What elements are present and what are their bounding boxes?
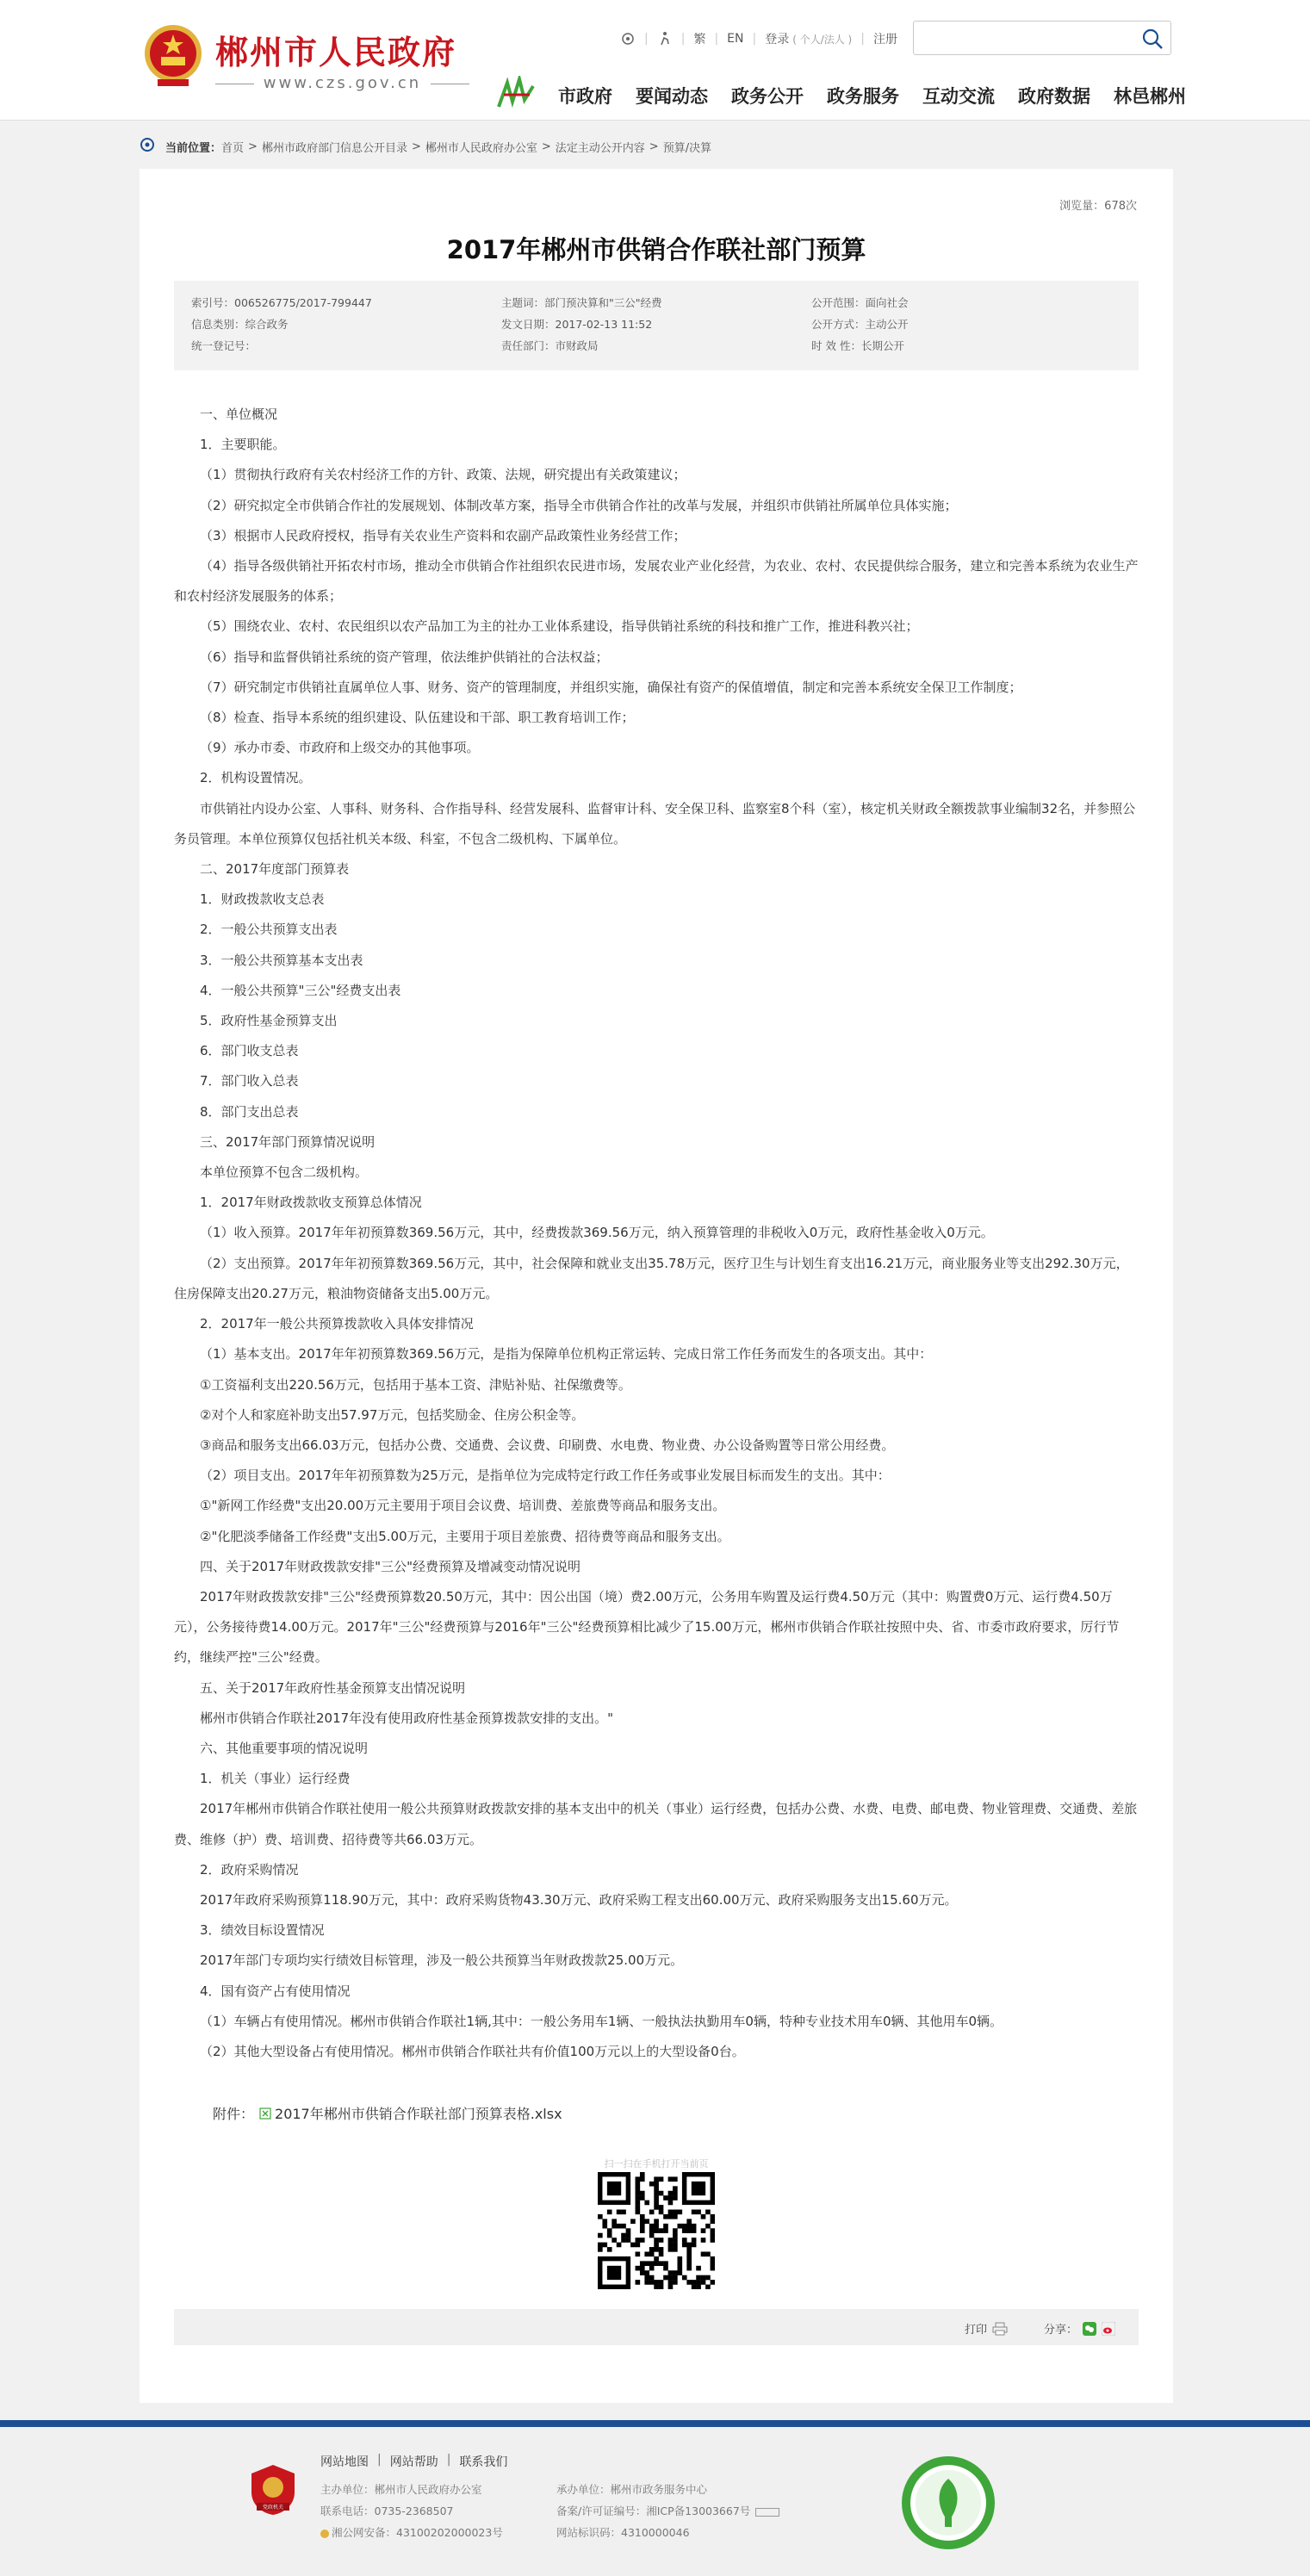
breadcrumb-label: 当前位置： bbox=[165, 141, 222, 155]
meta-index-no: 索引号：006526775/2017-799447 bbox=[191, 296, 372, 309]
footer-operator: 承办单位：郴州市政务服务中心 bbox=[556, 2483, 708, 2496]
print-button[interactable] bbox=[965, 2320, 1008, 2337]
search-icon[interactable] bbox=[1141, 28, 1164, 50]
footer-info-left bbox=[320, 2479, 503, 2543]
wechat-share-icon[interactable] bbox=[1083, 2322, 1096, 2336]
article-toolbar bbox=[174, 2309, 1139, 2345]
footer-link-contact[interactable]: 联系我们 bbox=[459, 2455, 508, 2469]
article-paragraph: 1．机关（事业）运行经费 bbox=[200, 1771, 351, 1787]
article-paragraph: 1．2017年财政拨款收支预算总体情况 bbox=[200, 1195, 422, 1211]
article-paragraph: （1）贯彻执行政府有关农村经济工作的方针、政策、法规，研究提出有关政策建议； bbox=[200, 467, 686, 483]
register-link[interactable]: 注册 bbox=[872, 33, 897, 47]
article-paragraph: 8．部门支出总表 bbox=[200, 1103, 299, 1120]
article-paragraph: 一、单位概况 bbox=[200, 407, 278, 422]
article-paragraph: （2）项目支出。2017年年初预算数为25万元，是指单位为完成特定行政工作任务或事业发展目标而发生的支出。其中： bbox=[200, 1468, 891, 1484]
search-input[interactable] bbox=[922, 27, 1129, 49]
share-label: 分享： bbox=[1044, 2324, 1078, 2337]
page-title: 2017年郴州市供销合作联社部门预算 bbox=[446, 235, 866, 264]
article-paragraph: 4．一般公共预算"三公"经费支出表 bbox=[200, 982, 401, 998]
article-paragraph: 本单位预算不包含二级机构。 bbox=[200, 1164, 369, 1181]
article-paragraph: 2017年财政拨款安排"三公"经费预算数20.50万元，其中：因公出国（境）费2.00万元，公务用车购置及运行费4.50万元（其中：购置费0万元、运行费4.50万元），公务接待费14.00万元。2017年"三公"经费预算与2016年"三公"经费预算相比减少了15.00万元，郴州市供销合作联社按照中央、省、市委市政府要求，厉行节约，继续严控"三公"经费。 bbox=[174, 1588, 1120, 1666]
footer-site-code: 网站标识码：4310000046 bbox=[556, 2526, 690, 2539]
main-nav bbox=[558, 83, 1209, 109]
article-paragraph: 2．政府采购情况 bbox=[200, 1861, 299, 1878]
share-group bbox=[1044, 2320, 1115, 2337]
footer-phone: 联系电话：0735-2368507 bbox=[320, 2505, 454, 2517]
nav-logo-icon bbox=[495, 76, 538, 110]
meta-date: 发文日期：2017-02-13 11:52 bbox=[501, 318, 653, 331]
article-paragraph: （1）车辆占有使用情况。郴州市供销合作联社1辆,其中：一般公务用车1辆、一般执法执勤用车0辆，特种专业技术用车0辆、其他用车0辆。 bbox=[200, 2013, 1003, 2029]
meta-topic: 主题词：部门预决算和"三公"经费 bbox=[501, 296, 662, 309]
utility-bar: | | 繁 | EN | 登录 ( 个人/法人 ) | 注册 bbox=[620, 29, 897, 48]
footer-info-right bbox=[556, 2479, 779, 2543]
svg-text:党政机关: 党政机关 bbox=[262, 2505, 284, 2511]
article-paragraph: （4）指导各级供销社开拓农村市场，推动全市供销合作社组织农民进市场，发展农业产业化经营，为农业、农村、农民提供综合服务，建立和完善本系统为农业生产和农村经济发展服务的体系； bbox=[174, 558, 1139, 605]
article-paragraph: 3．一般公共预算基本支出表 bbox=[200, 952, 363, 968]
article-paragraph: 7．部门收入总表 bbox=[200, 1073, 299, 1089]
article-paragraph: 5．政府性基金预算支出 bbox=[200, 1013, 338, 1029]
article-paragraph: ③商品和服务支出66.03万元，包括办公费、交通费、会议费、印刷费、水电费、物业费、办公设备购置等日常公用经费。 bbox=[200, 1437, 895, 1453]
qr-caption: 扫一扫在手机打开当前页 bbox=[604, 2158, 709, 2169]
accessibility-icon[interactable] bbox=[657, 31, 673, 47]
site-header bbox=[0, 0, 1310, 121]
printer-icon bbox=[992, 2322, 1008, 2336]
nav-item-city-government[interactable]: 市政府 bbox=[558, 86, 612, 107]
article-meta bbox=[174, 281, 1139, 370]
article-paragraph: 3．绩效目标设置情况 bbox=[200, 1922, 325, 1939]
meta-category: 信息类别：综合政务 bbox=[191, 318, 289, 331]
article-paragraph: 三、2017年部门预算情况说明 bbox=[200, 1133, 376, 1150]
view-count: 浏览量：678次 bbox=[1059, 200, 1137, 213]
article-paragraph: （1）收入预算。2017年年初预算数369.56万元，其中，经费拨款369.56万元，纳入预算管理的非税收入0万元，政府性基金收入0万元。 bbox=[200, 1225, 994, 1241]
article-paragraph: 1．财政拨款收支总表 bbox=[200, 891, 325, 908]
footer-link-help[interactable]: 网站帮助 bbox=[389, 2455, 438, 2469]
article-paragraph: 2．2017年一般公共预算拨款收入具体安排情况 bbox=[200, 1316, 474, 1332]
attachment-label: 附件： bbox=[213, 2106, 255, 2122]
nav-item-gov-affairs-open[interactable]: 政务公开 bbox=[731, 86, 804, 107]
nav-item-gov-data[interactable]: 政府数据 bbox=[1018, 86, 1090, 107]
article-paragraph: 2．机构设置情况。 bbox=[200, 770, 312, 786]
article-paragraph: （3）根据市人民政府授权，指导有关农业生产资料和农副产品政策性业务经营工作； bbox=[200, 527, 686, 543]
meta-validity: 时 效 性：长期公开 bbox=[811, 339, 904, 352]
article-paragraph: 二、2017年度部门预算表 bbox=[200, 861, 350, 878]
footer-icp[interactable]: 备案/许可证编号：湘ICP备13003667号 bbox=[556, 2505, 751, 2517]
article-paragraph: ②对个人和家庭补助支出57.97万元，包括奖励金、住房公积金等。 bbox=[200, 1406, 585, 1423]
article-paragraph: 市供销社内设办公室、人事科、财务科、合作指导科、经营发展科、监督审计科、安全保卫科、监察室8个科（室），核定机关财政全额拨款事业编制32名，并参照公务员管理。本单位预算仅包括社机关本级、科室，不包含二级机构、下属单位。 bbox=[174, 800, 1136, 847]
breadcrumb-item-home[interactable]: 首页 bbox=[221, 141, 245, 155]
attachment bbox=[213, 2103, 562, 2123]
search-box bbox=[913, 21, 1171, 55]
icp-badge-icon bbox=[755, 2508, 779, 2517]
article-paragraph: （1）基本支出。2017年年初预算数369.56万元，是指为保障单位机构正常运转、完成日常工作任务而发生的各项支出。其中： bbox=[200, 1346, 933, 1362]
article-paragraph: 4．国有资产占有使用情况 bbox=[200, 1983, 351, 1999]
meta-unified-no: 统一登记号： bbox=[191, 339, 257, 352]
audio-icon[interactable] bbox=[620, 31, 636, 47]
location-pin-icon bbox=[140, 138, 155, 155]
site-url: www.czs.gov.cn bbox=[215, 74, 469, 92]
article-card bbox=[140, 169, 1173, 2403]
attachment-file-link[interactable]: 2017年郴州市供销合作联社部门预算表格.xlsx bbox=[275, 2106, 562, 2122]
article-paragraph: ①"新网工作经费"支出20.00万元主要用于项目会议费、培训费、差旅费等商品和服务支出。 bbox=[200, 1498, 726, 1514]
article-paragraph: 2017年政府采购预算118.90万元，其中：政府采购货物43.30万元、政府采购工程支出60.00万元、政府采购服务支出15.60万元。 bbox=[200, 1891, 958, 1908]
article-paragraph: 四、关于2017年财政拨款安排"三公"经费预算及增减变动情况说明 bbox=[200, 1558, 580, 1574]
article-paragraph: 郴州市供销合作联社2017年没有使用政府性基金预算拨款安排的支出。" bbox=[200, 1710, 614, 1726]
article-paragraph: （8）检查、指导本系统的组织建设、队伍建设和干部、职工教育培训工作； bbox=[200, 710, 635, 726]
meta-scope: 公开范围：面向社会 bbox=[811, 296, 909, 309]
article-paragraph: ②"化肥淡季储备工作经费"支出5.00万元，主要用于项目差旅费、招待费等商品和服务支出。 bbox=[200, 1528, 730, 1544]
english-link[interactable]: EN bbox=[727, 32, 744, 46]
nav-item-linyi-chenzhou[interactable]: 林邑郴州 bbox=[1114, 86, 1186, 107]
article-paragraph: （9）承办市委、市政府和上级交办的其他事项。 bbox=[200, 740, 480, 756]
article-paragraph: 2．一般公共预算支出表 bbox=[200, 922, 338, 938]
article-paragraph: 五、关于2017年政府性基金预算支出情况说明 bbox=[200, 1679, 466, 1696]
article-paragraph: 2017年郴州市供销合作联社使用一般公共预算财政拨款安排的基本支出中的机关（事业）运行经费，包括办公费、水费、电费、邮电费、物业管理费、交通费、差旅费、维修（护）费、培训费、招待费等共66.03万元。 bbox=[174, 1801, 1138, 1847]
site-footer bbox=[0, 2420, 1310, 2576]
article-paragraph: （2）支出预算。2017年年初预算数369.56万元，其中，社会保障和就业支出35.78万元，医疗卫生与计划生育支出16.21万元，商业服务业等支出292.30万元，住房保障支出20.27万元，粮油物资储备支出5.00万元。 bbox=[174, 1255, 1129, 1301]
login-note: ( 个人/法人 ) bbox=[792, 33, 853, 46]
footer-police-record[interactable]: 湘公网安备：43100202000023号 bbox=[332, 2526, 503, 2539]
article-paragraph: （2）其他大型设备占有使用情况。郴州市供销合作联社共有价值100万元以上的大型设备0台。 bbox=[200, 2043, 745, 2059]
article-body bbox=[174, 400, 1139, 2067]
site-title[interactable]: 郴州市人民政府 bbox=[215, 33, 457, 71]
breadcrumb-item-legal-content[interactable]: 法定主动公开内容 bbox=[555, 141, 645, 155]
footer-links: 网站地图 | 网站帮助 | 联系我们 bbox=[320, 2453, 508, 2469]
breadcrumb-item-catalog[interactable]: 郴州市政府部门信息公开目录 bbox=[261, 141, 407, 155]
breadcrumb: 当前位置： 首页 > 郴州市政府部门信息公开目录 > 郴州市人民政府办公室 > 法定主动公开内容 > 预算/决算 bbox=[140, 136, 711, 157]
article-paragraph: （6）指导和监督供销社系统的资产管理，依法维护供销社的合法权益； bbox=[200, 649, 609, 665]
weibo-share-icon[interactable] bbox=[1102, 2322, 1115, 2336]
nav-item-news[interactable]: 要闻动态 bbox=[636, 86, 708, 107]
article-paragraph: （5）围绕农业、农村、农民组织以农产品加工为主的社办工业体系建设，指导供销社系统的科技和推广工作，推进科教兴社； bbox=[200, 618, 919, 635]
nav-item-interaction[interactable]: 互动交流 bbox=[922, 86, 995, 107]
breadcrumb-item-budget[interactable]: 预算/决算 bbox=[662, 141, 712, 155]
nav-item-gov-services[interactable]: 政务服务 bbox=[827, 86, 899, 107]
police-badge-icon bbox=[320, 2529, 329, 2538]
article-paragraph: 六、其他重要事项的情况说明 bbox=[200, 1740, 369, 1756]
article-paragraph: （2）研究拟定全市供销合作社的发展规划、体制改革方案，指导全市供销合作社的改革与发展，并组织市供销社所属单位具体实施； bbox=[200, 497, 958, 513]
breadcrumb-item-office[interactable]: 郴州市人民政府办公室 bbox=[425, 141, 537, 155]
meta-dept: 责任部门：市财政局 bbox=[501, 339, 599, 352]
party-gov-badge-icon[interactable] bbox=[248, 2463, 298, 2517]
gov-site-error-report-icon[interactable] bbox=[900, 2455, 996, 2551]
article-paragraph: 6．部门收支总表 bbox=[200, 1043, 299, 1059]
traditional-chinese-link[interactable]: 繁 bbox=[693, 33, 706, 47]
footer-host: 主办单位：郴州市人民政府办公室 bbox=[320, 2483, 482, 2496]
print-label: 打印 bbox=[965, 2324, 988, 2337]
excel-file-icon bbox=[259, 2107, 271, 2120]
login-link[interactable]: 登录 bbox=[765, 33, 790, 47]
qr-code bbox=[598, 2172, 715, 2289]
article-paragraph: 2017年部门专项均实行绩效目标管理，涉及一般公共预算当年财政拨款25.00万元。 bbox=[200, 1952, 684, 1969]
national-emblem-icon[interactable] bbox=[142, 22, 204, 88]
article-paragraph: ①工资福利支出220.56万元，包括用于基本工资、津贴补贴、社保缴费等。 bbox=[200, 1376, 631, 1393]
article-paragraph: 1．主要职能。 bbox=[200, 437, 286, 453]
meta-method: 公开方式：主动公开 bbox=[811, 318, 909, 331]
footer-link-sitemap[interactable]: 网站地图 bbox=[320, 2455, 369, 2469]
article-paragraph: （7）研究制定市供销社直属单位人事、财务、资产的管理制度，并组织实施，确保社有资产的保值增值，制定和完善本系统安全保卫工作制度； bbox=[200, 679, 1022, 695]
